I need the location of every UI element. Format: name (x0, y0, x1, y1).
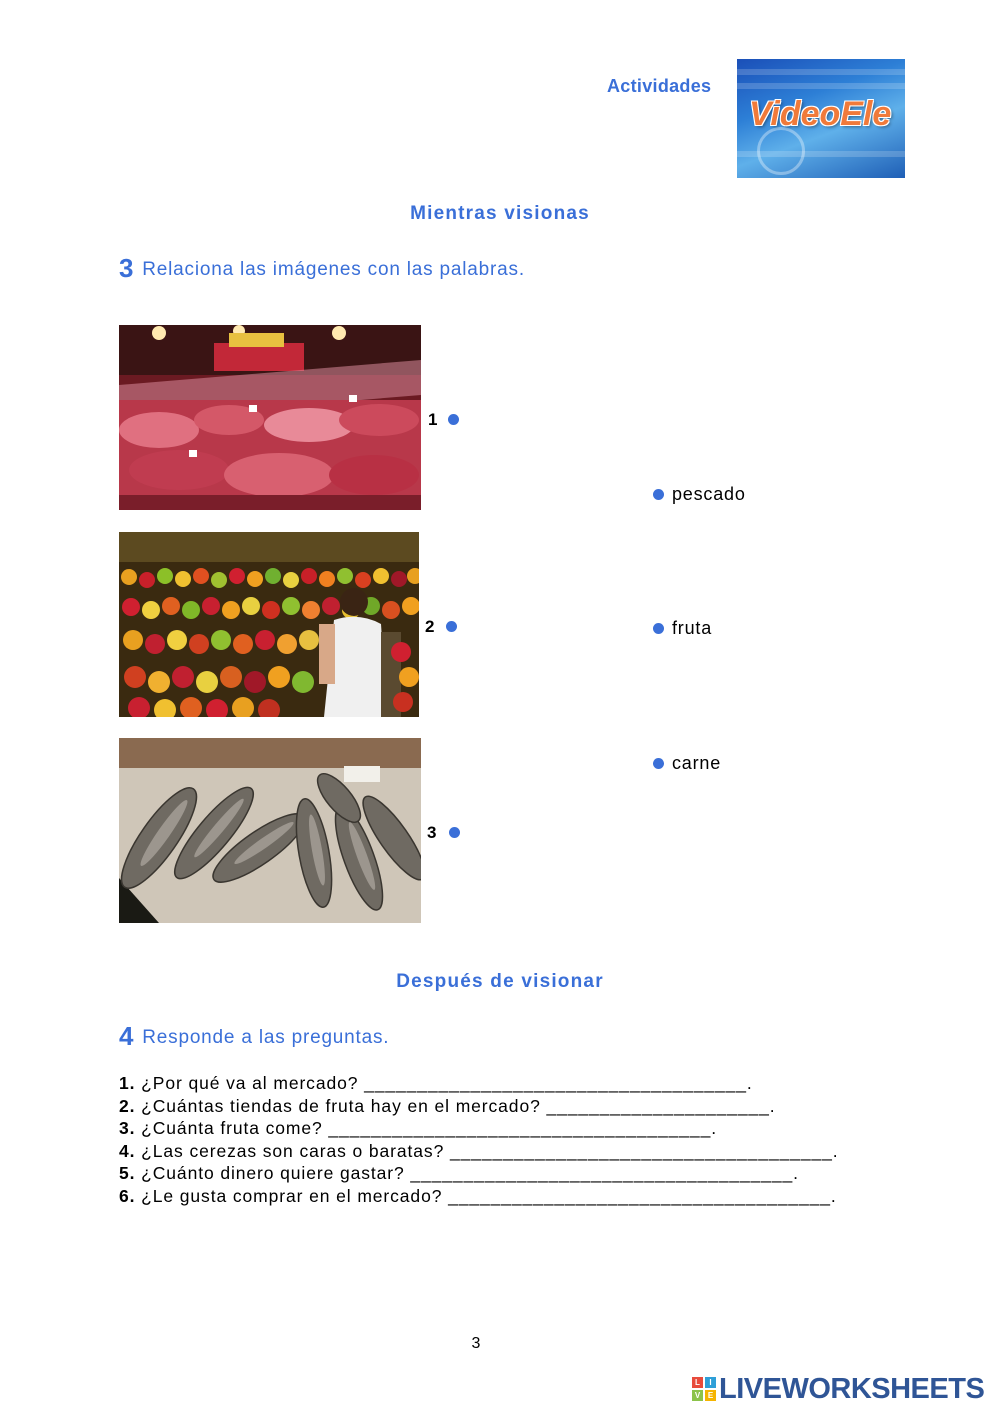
question-number: 3. (119, 1118, 136, 1139)
page-number: 3 (471, 1335, 481, 1352)
word-fruta: fruta (672, 618, 713, 638)
question-number: 6. (119, 1185, 136, 1206)
question-4[interactable] (119, 1140, 839, 1163)
question-list (119, 1072, 839, 1208)
word-pescado: pescado (672, 484, 746, 504)
match-dot-3[interactable] (449, 827, 460, 838)
question-5[interactable] (119, 1162, 839, 1185)
question-6[interactable] (119, 1185, 839, 1208)
section-title-during: Mientras visionas (410, 203, 590, 224)
question-text: ¿Cuántas tiendas de fruta hay en el mercado? _____________________. (141, 1095, 776, 1116)
exercise-4-heading (119, 1021, 389, 1052)
header-label: Actividades (607, 76, 712, 96)
question-2[interactable] (119, 1095, 839, 1118)
question-1[interactable] (119, 1072, 839, 1095)
question-number: 1. (119, 1073, 136, 1093)
word-dot-carne[interactable] (653, 758, 664, 769)
question-number: 2. (119, 1095, 136, 1116)
match-number-2: 2 (425, 617, 435, 636)
badge-letter: E (705, 1390, 716, 1401)
exercise-number: 4 (119, 1021, 135, 1051)
word-dot-pescado[interactable] (653, 489, 664, 500)
question-3[interactable] (119, 1117, 839, 1140)
exercise-instruction: Responde a las preguntas. (142, 1027, 390, 1048)
question-text: ¿Cuánta fruta come? ____________________________________. (141, 1118, 717, 1139)
meat-counter-image (119, 325, 421, 510)
fruit-stall-image (119, 532, 419, 717)
badge-letter: I (705, 1377, 716, 1388)
exercise-instruction: Relaciona las imágenes con las palabras. (142, 259, 525, 280)
exercise-3-heading (119, 253, 525, 284)
question-text: ¿Por qué va al mercado? ____________________________________. (141, 1073, 753, 1093)
word-carne: carne (672, 753, 722, 773)
match-number-1: 1 (428, 410, 438, 429)
section-title-after: Después de visionar (396, 971, 604, 992)
match-dot-2[interactable] (446, 621, 457, 632)
match-dot-1[interactable] (448, 414, 459, 425)
fish-image (119, 738, 421, 923)
question-number: 5. (119, 1163, 136, 1184)
question-number: 4. (119, 1140, 136, 1161)
word-dot-fruta[interactable] (653, 623, 664, 634)
question-text: ¿Las cerezas son caras o baratas? ____________________________________. (141, 1140, 839, 1161)
exercise-number: 3 (119, 253, 135, 283)
question-text: ¿Le gusta comprar en el mercado? ____________________________________. (141, 1185, 837, 1206)
liveworksheets-badge-icon (692, 1377, 716, 1401)
badge-letter: V (692, 1390, 703, 1401)
match-number-3: 3 (427, 823, 437, 842)
liveworksheets-text: LIVEWORKSHEETS (719, 1373, 985, 1405)
videoele-logo (737, 59, 905, 178)
badge-letter: L (692, 1377, 703, 1388)
question-text: ¿Cuánto dinero quiere gastar? ____________________________________. (141, 1163, 799, 1184)
logo-text: VideoEle (749, 95, 892, 133)
